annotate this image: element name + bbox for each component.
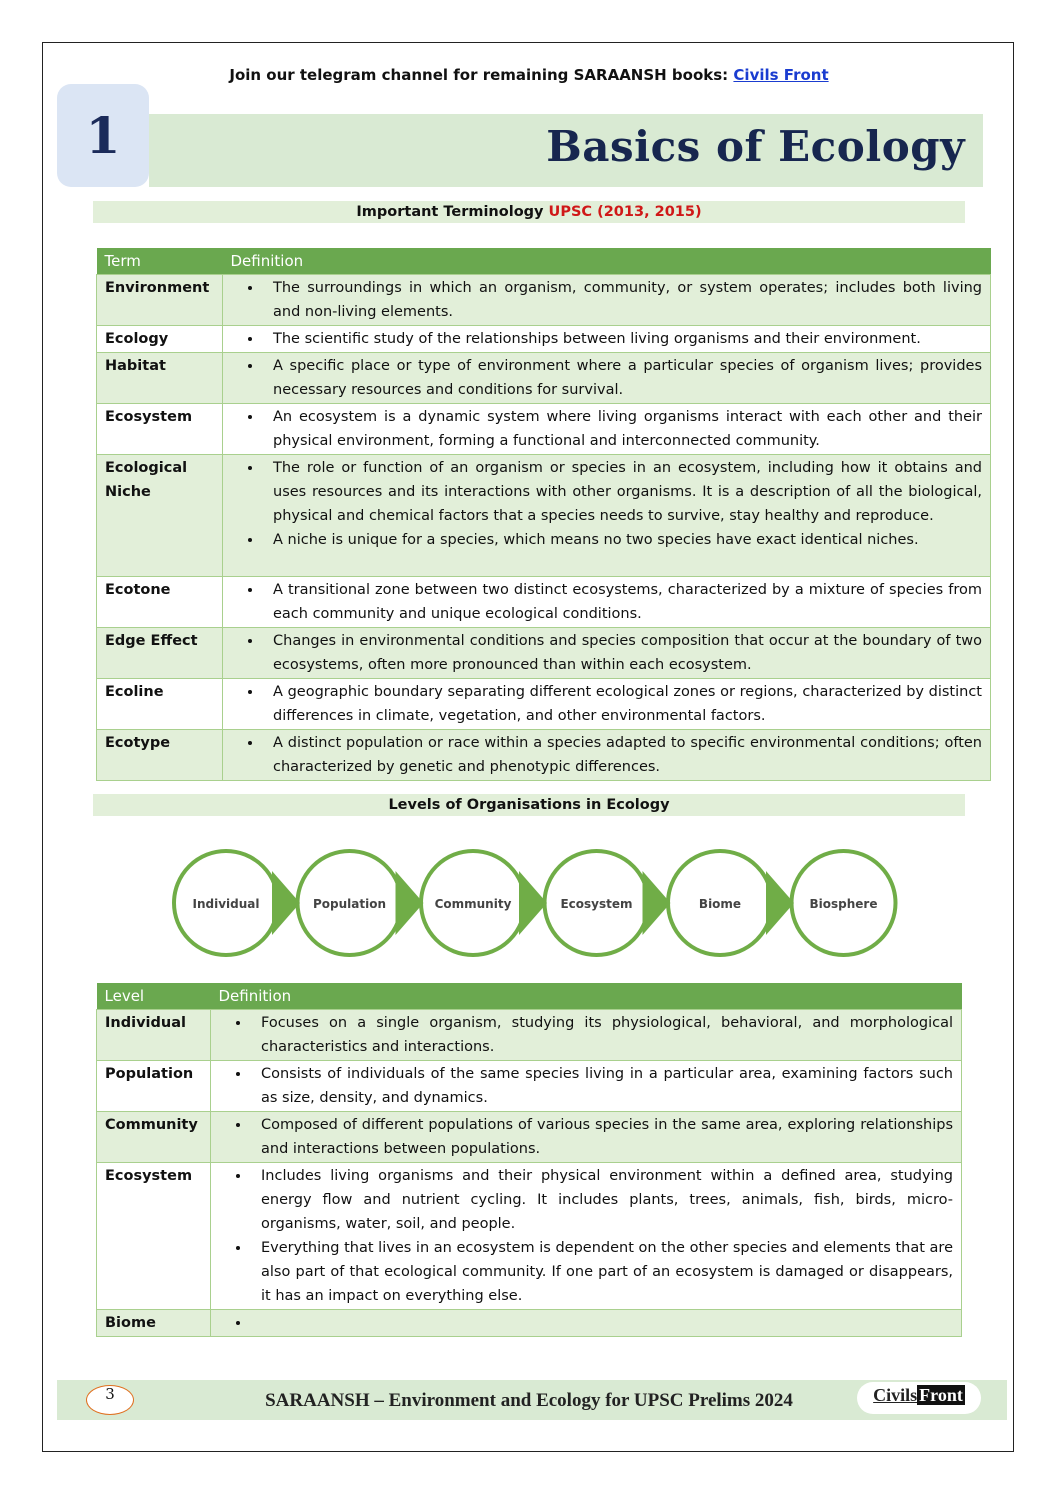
definition-bullet: • Focuses on a single organism, studying its physiological, behavioral, and morphological characteristics and interactions.	[251, 1011, 953, 1059]
row-term: Ecological Niche	[97, 455, 223, 577]
terminology-heading	[93, 201, 965, 223]
row-term: Community	[97, 1112, 211, 1163]
row-term: Ecosystem	[97, 404, 223, 455]
page-number: 3	[86, 1385, 134, 1415]
definition-bullet: • The surroundings in which an organism, community, or system operates; includes both living and non-living elements.	[263, 276, 982, 324]
definition-bullet: • Includes living organisms and their physical environment within a defined area, studying energy flow and nutrient cycling. It includes plants, trees, animals, fish, birds, micro-organisms, water, soil, and people.	[251, 1164, 953, 1236]
definition-bullet: • A specific place or type of environment where a particular species of organism lives; provides necessary resources and conditions for survival.	[263, 354, 982, 402]
terminology-table	[96, 248, 991, 781]
definition-column-header: Definition	[223, 248, 991, 275]
definition-bullet: • The role or function of an organism or species in an ecosystem, including how it obtains and uses resources and its interactions with other organisms. It is a description of all the biological, physical and chemical factors that a species needs to survive, stay healthy and reproduce.	[263, 456, 982, 528]
table-row	[97, 353, 991, 404]
row-term: Ecology	[97, 326, 223, 353]
flow-label: Biosphere	[809, 897, 878, 911]
definition-bullet: • Consists of individuals of the same species living in a particular area, examining factors such as size, density, and dynamics.	[251, 1062, 953, 1110]
title-band	[149, 114, 983, 187]
row-definition	[223, 628, 991, 679]
row-term: Ecotone	[97, 577, 223, 628]
table-row	[97, 577, 991, 628]
row-definition	[223, 730, 991, 781]
brand-logo	[857, 1382, 981, 1414]
levels-flow-diagram	[160, 845, 910, 963]
table-row	[97, 628, 991, 679]
row-definition	[211, 1010, 962, 1061]
table-row	[97, 1010, 962, 1061]
flow-arrow	[643, 871, 671, 935]
flow-arrow	[396, 871, 424, 935]
table-row	[97, 1061, 962, 1112]
levels-table	[96, 983, 962, 1337]
flow-label: Individual	[192, 897, 260, 911]
row-definition	[223, 679, 991, 730]
row-term: Habitat	[97, 353, 223, 404]
row-definition	[223, 404, 991, 455]
row-definition	[223, 326, 991, 353]
row-term: Biome	[97, 1310, 211, 1337]
flow-arrow	[766, 871, 794, 935]
definition-bullet: • A transitional zone between two distinct ecosystems, characterized by a mixture of species from each community and unique ecological conditions.	[263, 578, 982, 626]
definition-bullet: • Everything that lives in an ecosystem is dependent on the other species and elements that are also part of that ecological community. If one part of an ecosystem is damaged or disappears, it has an impact on everything else.	[251, 1236, 953, 1308]
table-row	[97, 275, 991, 326]
levels-heading: Levels of Organisations in Ecology	[93, 794, 965, 816]
terminology-heading-tag: UPSC (2013, 2015)	[548, 204, 702, 220]
flow-label: Ecosystem	[560, 897, 633, 911]
row-term: Edge Effect	[97, 628, 223, 679]
table-row	[97, 730, 991, 781]
definition-bullet: • A distinct population or race within a species adapted to specific environmental conditions; often characterized by genetic and phenotypic differences.	[263, 731, 982, 779]
telegram-text: Join our telegram channel for remaining SARAANSH books:	[229, 66, 729, 84]
term-column-header: Term	[97, 248, 223, 275]
definition-bullet: • A geographic boundary separating different ecological zones or regions, characterized by distinct differences in climate, vegetation, and other environmental factors.	[263, 680, 982, 728]
chapter-number: 1	[57, 84, 149, 187]
flow-label: Population	[312, 897, 387, 911]
row-definition	[211, 1112, 962, 1163]
table-row	[97, 1163, 962, 1310]
row-term: Population	[97, 1061, 211, 1112]
chapter-title: Basics of Ecology	[546, 122, 965, 171]
brand-left: Civils	[873, 1385, 918, 1405]
telegram-banner	[0, 66, 1058, 84]
definition-bullet: • A niche is unique for a species, which means no two species have exact identical niches.	[263, 528, 982, 552]
flow-label: Biome	[698, 897, 742, 911]
table-row	[97, 679, 991, 730]
definition-bullet: • An ecosystem is a dynamic system where living organisms interact with each other and their physical environment, forming a functional and interconnected community.	[263, 405, 982, 453]
table-row	[97, 404, 991, 455]
level-column-header: Level	[97, 983, 211, 1010]
row-term: Ecoline	[97, 679, 223, 730]
row-term: Ecosystem	[97, 1163, 211, 1310]
row-definition	[223, 577, 991, 628]
brand-right: Front	[919, 1385, 963, 1405]
footer-book-title: SARAANSH – Environment and Ecology for UPSC Prelims 2024	[265, 1390, 793, 1411]
definition-bullet	[251, 1311, 953, 1335]
definition-column-header: Definition	[211, 983, 962, 1010]
flow-label: Community	[434, 897, 512, 911]
row-term: Environment	[97, 275, 223, 326]
table-row	[97, 1112, 962, 1163]
table-row	[97, 1310, 962, 1337]
row-term: Individual	[97, 1010, 211, 1061]
table-row	[97, 455, 991, 577]
flow-arrow	[519, 871, 547, 935]
row-term: Ecotype	[97, 730, 223, 781]
row-definition	[223, 275, 991, 326]
row-definition	[211, 1061, 962, 1112]
table-header-row	[97, 983, 962, 1010]
flow-arrow	[272, 871, 300, 935]
definition-bullet: • Composed of different populations of various species in the same area, exploring relationships and interactions between populations.	[251, 1113, 953, 1161]
row-definition	[211, 1310, 962, 1337]
table-row	[97, 326, 991, 353]
row-definition	[223, 353, 991, 404]
row-definition	[211, 1163, 962, 1310]
definition-bullet: • Changes in environmental conditions and species composition that occur at the boundary of two ecosystems, often more pronounced than within each ecosystem.	[263, 629, 982, 677]
definition-bullet: • The scientific study of the relationships between living organisms and their environment.	[263, 327, 982, 351]
terminology-heading-text: Important Terminology	[356, 204, 544, 220]
row-definition	[223, 455, 991, 577]
telegram-link[interactable]: Civils Front	[733, 66, 829, 84]
table-header-row	[97, 248, 991, 275]
